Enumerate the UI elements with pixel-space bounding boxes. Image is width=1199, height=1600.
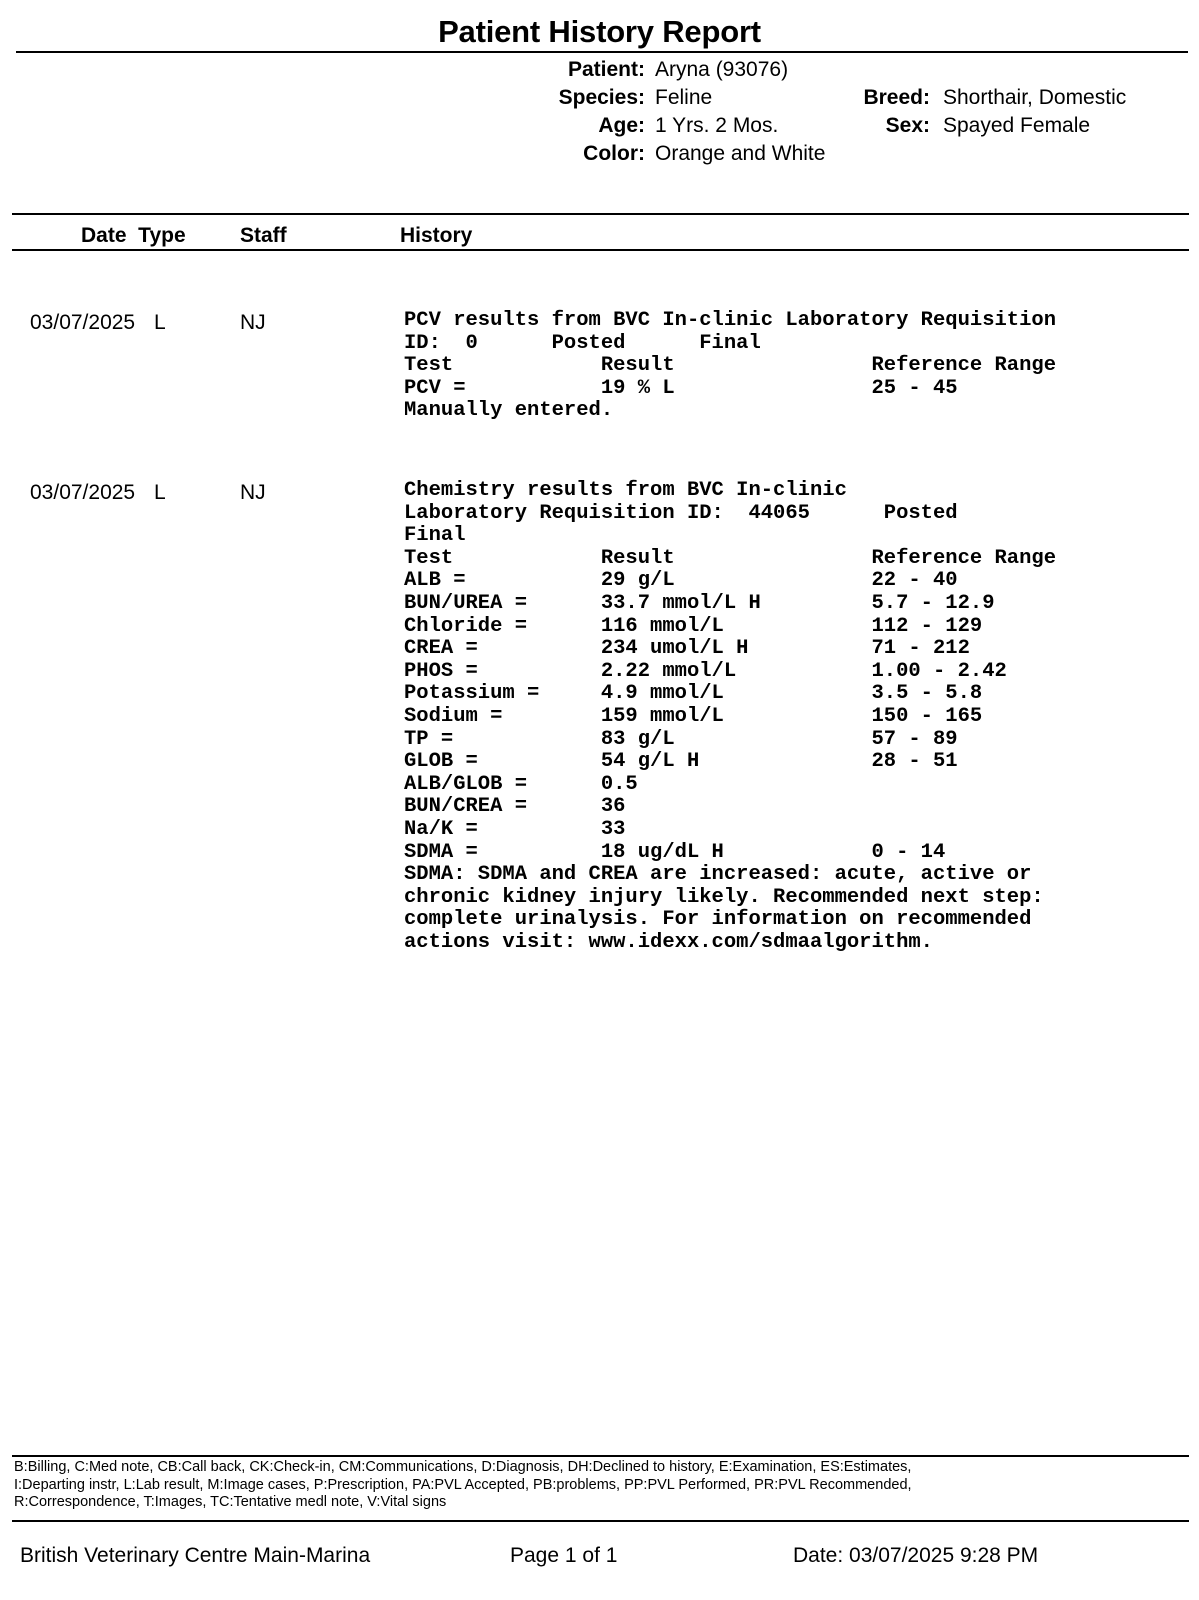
history-line: actions visit: www.idexx.com/sdmaalgorithm. — [404, 930, 933, 954]
species-label: Species: — [558, 86, 645, 109]
history-line: ID: 0 Posted Final — [404, 331, 761, 355]
history-line: Laboratory Requisition ID: 44065 Posted — [404, 501, 958, 525]
history-line: GLOB = 54 g/L H 28 - 51 — [404, 750, 958, 774]
entry-type: L — [154, 311, 166, 334]
history-line: PHOS = 2.22 mmol/L 1.00 - 2.42 — [404, 659, 1007, 683]
footer-page-number: Page 1 of 1 — [510, 1544, 618, 1567]
history-line: CREA = 234 umol/L H 71 - 212 — [404, 637, 970, 661]
entry-type: L — [154, 481, 166, 504]
legend-top-rule — [12, 1455, 1189, 1457]
entry-date: 03/07/2025 — [30, 311, 136, 334]
history-line: Chemistry results from BVC In-clinic — [404, 479, 847, 502]
patient-value: Aryna (93076) — [655, 58, 789, 81]
entry-staff: NJ — [240, 481, 266, 504]
table-header-bottom-rule — [12, 249, 1189, 251]
title-divider — [16, 51, 1188, 53]
color-label: Color: — [583, 142, 645, 165]
history-line: BUN/CREA = 36 — [404, 795, 626, 819]
legend-line: R:Correspondence, T:Images, TC:Tentative medl note, V:Vital signs — [14, 1494, 447, 1511]
history-line: TP = 83 g/L 57 - 89 — [404, 727, 958, 751]
history-line: Test Result Reference Range — [404, 354, 1057, 378]
column-history: History — [400, 224, 473, 247]
history-line: PCV = 19 % L 25 - 45 — [404, 376, 958, 400]
entry-history-text — [404, 310, 1056, 423]
history-line: Final — [404, 524, 466, 548]
history-line: Chloride = 116 mmol/L 112 - 129 — [404, 614, 983, 638]
history-line: BUN/UREA = 33.7 mmol/L H 5.7 - 12.9 — [404, 591, 995, 615]
history-line: Test Result Reference Range — [404, 546, 1057, 570]
history-line: PCV results from BVC In-clinic Laboratory Requisition — [404, 309, 1057, 332]
table-header-top-rule — [12, 213, 1189, 215]
entry-staff: NJ — [240, 311, 266, 334]
history-line: SDMA = 18 ug/dL H 0 - 14 — [404, 840, 946, 864]
footer-print-date: Date: 03/07/2025 9:28 PM — [793, 1544, 1039, 1567]
legend-bottom-rule — [12, 1520, 1189, 1522]
history-line: chronic kidney injury likely. Recommended next step: — [404, 885, 1044, 909]
entry-date: 03/07/2025 — [30, 481, 136, 504]
sex-value: Spayed Female — [943, 114, 1091, 137]
breed-label: Breed: — [863, 86, 930, 109]
history-line: ALB = 29 g/L 22 - 40 — [404, 569, 958, 593]
column-date-type: Date Type — [81, 224, 186, 247]
column-staff: Staff — [240, 224, 287, 247]
report-title: Patient History Report — [438, 14, 761, 49]
history-line: SDMA: SDMA and CREA are increased: acute, active or — [404, 863, 1032, 887]
species-value: Feline — [655, 86, 713, 109]
entry-history-text — [404, 480, 1056, 954]
age-value: 1 Yrs. 2 Mos. — [655, 114, 779, 137]
history-line: Na/K = 33 — [404, 817, 626, 841]
footer-clinic-name: British Veterinary Centre Main-Marina — [20, 1544, 371, 1567]
age-label: Age: — [598, 114, 645, 137]
history-line: Potassium = 4.9 mmol/L 3.5 - 5.8 — [404, 682, 983, 706]
patient-label: Patient: — [567, 58, 645, 81]
history-line: complete urinalysis. For information on recommended — [404, 908, 1032, 932]
history-line: ALB/GLOB = 0.5 — [404, 772, 638, 796]
history-line: Manually entered. — [404, 399, 614, 423]
history-line: Sodium = 159 mmol/L 150 - 165 — [404, 704, 983, 728]
sex-label: Sex: — [885, 114, 930, 137]
type-code-legend — [14, 1459, 912, 1512]
legend-line: I:Departing instr, L:Lab result, M:Image cases, P:Prescription, PA:PVL Accepted, PB:problems, PP:PVL Performed, PR:PVL Recommended, — [14, 1476, 912, 1493]
breed-value: Shorthair, Domestic — [943, 86, 1127, 109]
legend-line: B:Billing, C:Med note, CB:Call back, CK:Check-in, CM:Communications, D:Diagnosis, DH:Declined to history, E:Examination, ES:Estimates, — [14, 1459, 912, 1475]
color-value: Orange and White — [655, 142, 826, 165]
